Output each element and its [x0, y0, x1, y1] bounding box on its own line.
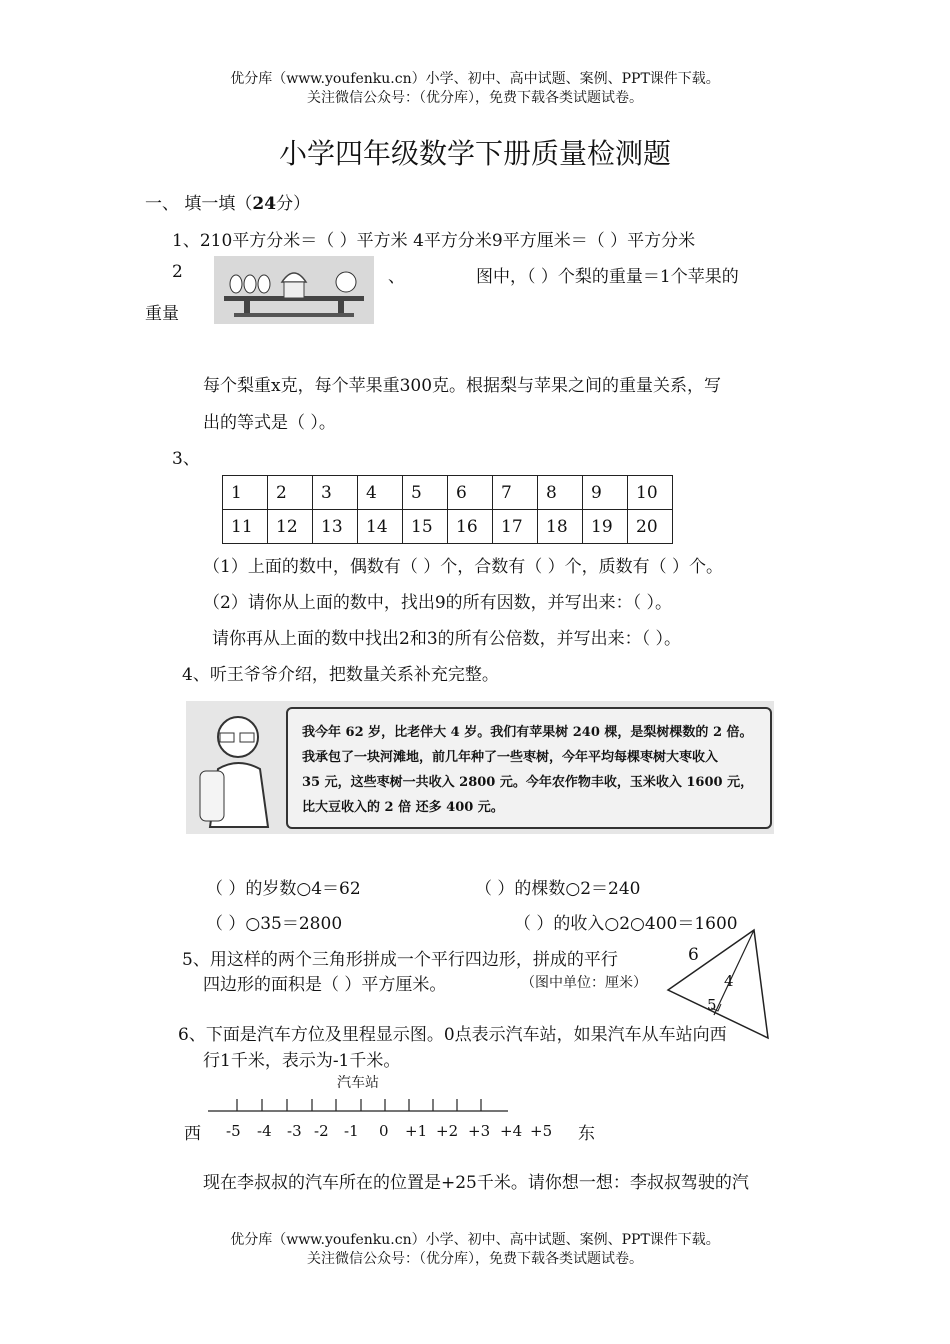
- question-2-cont: 重量: [145, 304, 179, 324]
- question-3-sub-1: （1）上面的数中，偶数有（ ）个，合数有（ ）个，质数有（ ）个。: [203, 557, 724, 577]
- question-6-line-3: 现在李叔叔的汽车所在的位置是+25千米。请你想一想：李叔叔驾驶的汽: [203, 1173, 749, 1193]
- table-cell: 9: [583, 476, 628, 510]
- question-2-text: 图中，（ ）个梨的重量＝1个苹果的: [476, 267, 739, 287]
- grandpa-figure-icon: [190, 709, 286, 831]
- table-cell: 20: [628, 510, 673, 544]
- table-row: [223, 476, 673, 510]
- header-line-2: 关注微信公众号：（优分库），免费下载各类试题试卷。: [307, 90, 643, 106]
- section-heading: 一、 填一填（24分）: [145, 194, 311, 214]
- speech-line: 35 元，这些枣树一共收入 2800 元。今年农作物丰收，玉米收入 1600 元，: [302, 775, 754, 790]
- number-line: [206, 1096, 512, 1114]
- question-4-title: 4、听王爷爷介绍，把数量关系补充完整。: [182, 665, 499, 685]
- number-table: [222, 475, 673, 544]
- tick-label: 0: [379, 1122, 389, 1140]
- question-5-line-1: 5、用这样的两个三角形拼成一个平行四边形，拼成的平行: [182, 950, 618, 970]
- triangle-label-6: 6: [688, 945, 699, 965]
- question-6-line-2: 行1千米，表示为-1千米。: [203, 1051, 401, 1071]
- question-6-line-1: 6、下面是汽车方位及里程显示图。0点表示汽车站，如果汽车从车站向西: [178, 1025, 727, 1045]
- table-cell: 4: [358, 476, 403, 510]
- table-cell: 18: [538, 510, 583, 544]
- speech-line: 比大豆收入的 2 倍 还多 400 元。: [302, 800, 504, 815]
- tick-label: +2: [436, 1122, 459, 1140]
- table-cell: 16: [448, 510, 493, 544]
- question-1: 1、210平方分米＝（ ）平方米 4平方分米9平方厘米＝（ ）平方分米: [172, 231, 696, 251]
- table-cell: 19: [583, 510, 628, 544]
- tick-label: -4: [257, 1122, 272, 1140]
- question-5-unit: （图中单位：厘米）: [521, 975, 647, 991]
- tick-label: -5: [226, 1122, 241, 1140]
- table-cell: 8: [538, 476, 583, 510]
- table-cell: 5: [403, 476, 448, 510]
- speech-line: 我承包了一块河滩地，前几年种了一些枣树，今年平均每棵枣树大枣收入: [302, 750, 719, 765]
- tick-label: +1: [405, 1122, 428, 1140]
- header-line-1: 优分库（www.youfenku.cn）小学、初中、高中试题、案例、PPT课件下载。: [230, 71, 720, 87]
- table-cell: 12: [268, 510, 313, 544]
- tick-label: -2: [314, 1122, 329, 1140]
- relation-a: （ ）的岁数○4＝62: [206, 879, 361, 899]
- table-cell: 6: [448, 476, 493, 510]
- table-cell: 13: [313, 510, 358, 544]
- table-cell: 17: [493, 510, 538, 544]
- west-label: 西: [184, 1124, 201, 1144]
- east-label: 东: [578, 1124, 595, 1144]
- tick-label: +5: [530, 1122, 553, 1140]
- triangle-label-5: 5: [707, 996, 717, 1014]
- grandpa-illustration: [186, 701, 774, 834]
- tick-label: +3: [468, 1122, 491, 1140]
- table-cell: 3: [313, 476, 358, 510]
- bus-station-label: 汽车站: [337, 1075, 379, 1091]
- table-cell: 15: [403, 510, 448, 544]
- question-2-line-2: 出的等式是（ ）。: [203, 413, 336, 433]
- question-2-line-1: 每个梨重x克，每个苹果重300克。根据梨与苹果之间的重量关系，写: [203, 376, 722, 396]
- speech-line: 我今年 62 岁，比老伴大 4 岁。我们有苹果树 240 棵，是梨树棵数的 2 倍。: [302, 725, 753, 740]
- relation-b: （ ）的棵数○2＝240: [475, 879, 641, 899]
- question-2-number: 2: [172, 262, 183, 282]
- footer-line-1: 优分库（www.youfenku.cn）小学、初中、高中试题、案例、PPT课件下载。: [230, 1232, 720, 1248]
- table-row: [223, 510, 673, 544]
- tick-label: -1: [344, 1122, 359, 1140]
- question-3-sub-3: 请你再从上面的数中找出2和3的所有公倍数，并写出来：（ ）。: [212, 629, 682, 649]
- table-cell: 11: [223, 510, 268, 544]
- table-cell: 7: [493, 476, 538, 510]
- triangle-label-4: 4: [724, 972, 734, 990]
- page-title: 小学四年级数学下册质量检测题: [278, 137, 671, 170]
- table-cell: 10: [628, 476, 673, 510]
- speech-bubble: [286, 707, 772, 829]
- table-cell: 14: [358, 510, 403, 544]
- tick-label: -3: [287, 1122, 302, 1140]
- scale-image: [214, 256, 374, 324]
- tick-label: +4: [500, 1122, 523, 1140]
- question-2-separator: 、: [388, 267, 405, 287]
- relation-c: （ ）○35＝2800: [206, 914, 343, 934]
- question-5-line-2: 四边形的面积是（ ）平方厘米。: [203, 975, 447, 995]
- question-3-sub-2: （2）请你从上面的数中，找出9的所有因数，并写出来：（ ）。: [203, 593, 673, 613]
- footer-line-2: 关注微信公众号：（优分库），免费下载各类试题试卷。: [307, 1251, 643, 1267]
- relation-d: （ ）的收入○2○400＝1600: [514, 914, 738, 934]
- question-3-number: 3、: [172, 449, 200, 469]
- table-cell: 2: [268, 476, 313, 510]
- table-cell: 1: [223, 476, 268, 510]
